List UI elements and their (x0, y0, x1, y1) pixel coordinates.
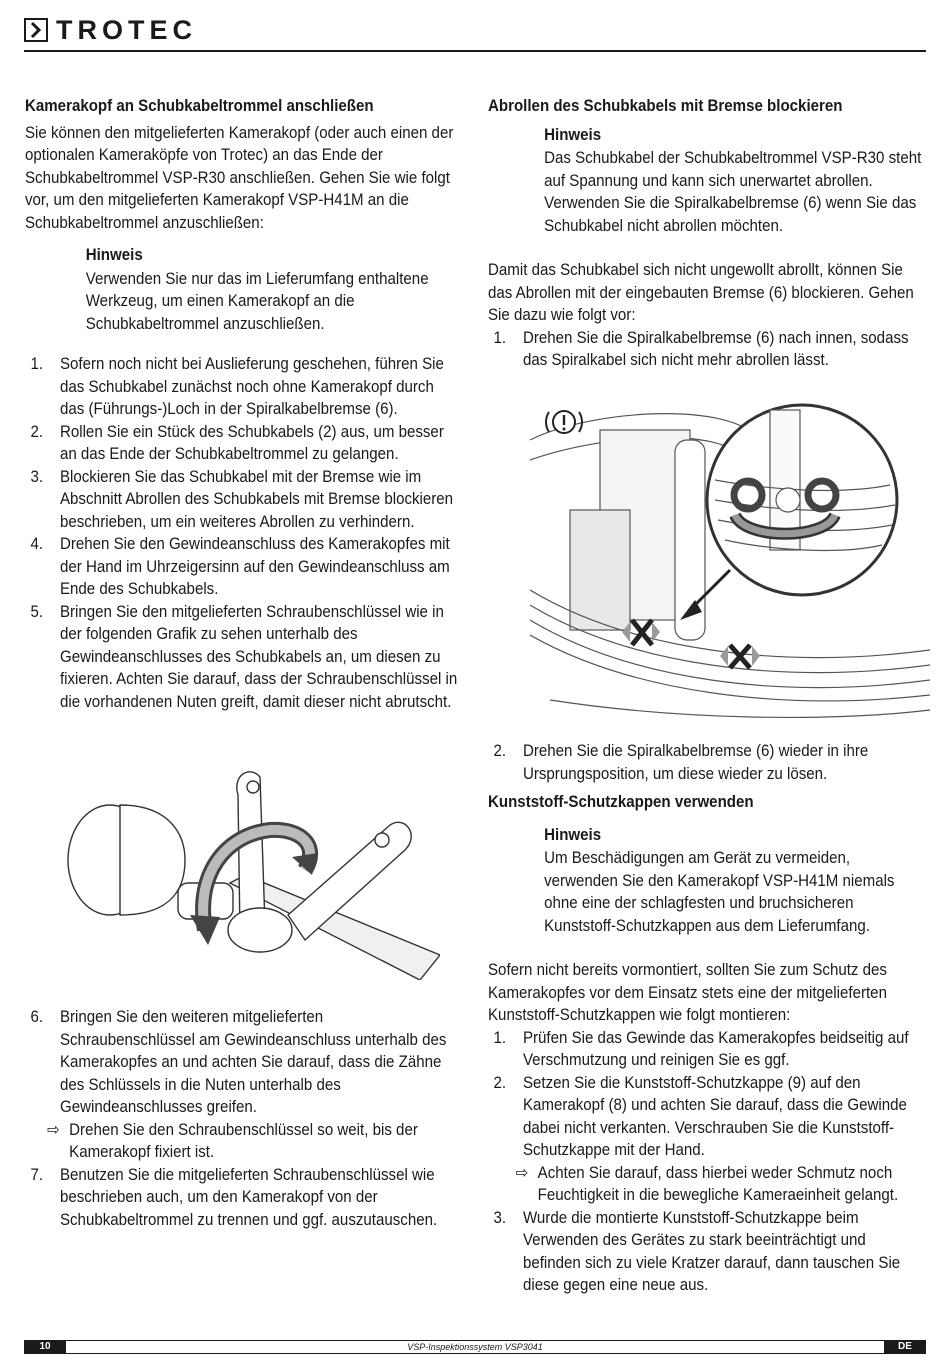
header-rule (24, 50, 926, 52)
list-item: 4. Drehen Sie den Gewindeanschluss des Kamerakopfes mit der Hand im Uhrzeigersinn auf den Gewindeanschluss am Ende des Schubkabels. (30, 535, 450, 598)
list-item: 7. Benutzen Sie die mitgelieferten Schraubenschlüssel wie beschrieben auch, um den Kamerakopf von der Schubkabeltrommel zu trennen und ggf. auszutauschen. (30, 1165, 438, 1229)
list-item: 5. Bringen Sie den mitgelieferten Schraubenschlüssel wie in der folgenden Grafik zu sehen unterhalb des Gewindeanschlusses des Schubkabels an, um diesen zu fixieren. Achten Sie darauf, dass der Schraubenschlüssel in die vorhandenen Nuten greift, damit dieser nicht abrutscht. (30, 602, 458, 711)
wrench-illustration (60, 765, 440, 980)
intro-paragraph: Sie können den mitgelieferten Kamerakopf (oder auch einen der optionalen Kameraköpfe von Trotec) an das Ende der Schubkabeltrommel VSP-R30 anschließen. Gehen Sie wie folgt vor, um den mitgelieferten Kamerakopf VSP-H41M an die Schubkabeltrommel anzuschließen: (25, 123, 454, 232)
section-heading: Kunststoff-Schutzkappen verwenden (488, 793, 754, 811)
reel-illustration (530, 400, 930, 725)
language-badge: DE (884, 1340, 926, 1354)
right-column (488, 95, 925, 372)
list-item: 2. Drehen Sie die Spiralkabelbremse (6) wieder in ihre Ursprungsposition, um diese wieder zu lösen. (493, 742, 869, 783)
note-text: Verwenden Sie nur das im Lieferumfang enthaltene Werkzeug, um einen Kamerakopf an die Schubkabeltrommel anzuschließen. (85, 269, 429, 333)
page-number: 10 (24, 1340, 66, 1354)
list-item: 3. Wurde die montierte Kunststoff-Schutzkappe beim Verwenden des Gerätes zu stark beeinträchtigt und befinden sich zu viele Kratzer darauf, dann tauschen Sie diese gegen eine neue aus. (493, 1208, 901, 1294)
right-column-lower (488, 740, 925, 1297)
note-title: Hinweis (544, 825, 602, 844)
wrench-figure (60, 765, 440, 980)
steps-list (25, 353, 462, 713)
section-heading: Abrollen des Schubkabels mit Bremse blockieren (488, 97, 843, 115)
list-item: 1. Drehen Sie die Spiralkabelbremse (6) nach innen, sodass das Spiralkabel sich nicht mehr abrollen lässt. (493, 328, 909, 369)
list-item: 1. Prüfen Sie das Gewinde das Kamerakopfes beidseitig auf Verschmutzung und reinigen Sie es ggf. (493, 1028, 909, 1069)
note-text: Um Beschädigungen am Gerät zu vermeiden, verwenden Sie den Kamerakopf VSP-H41M niemals ohne eine der schlagfesten und bruchsicheren Kunststoff-Schutzkappen aus dem Lieferumfang. (544, 849, 895, 935)
steps-list (488, 327, 925, 372)
list-item: 3. Blockieren Sie das Schubkabel mit der Bremse wie im Abschnitt Abrollen des Schubkabels mit Bremse blockieren beschrieben, um ein weiteres Abrollen zu verhindern. (30, 467, 454, 531)
note-box (544, 824, 925, 938)
list-item: 6. Bringen Sie den weiteren mitgelieferten Schraubenschlüssel am Gewindeanschluss unterhalb des Kamerakopfes an und achten Sie darauf, dass die Zähne des Schlüssels in die Nuten unterhalb des Gewindeanschlusses greifen. ⇨ Drehen Sie den Schraubenschlüssel so weit, bis der Kamerakopf fixiert ist. (25, 1006, 462, 1164)
note-text: Das Schubkabel der Schubkabeltrommel VSP-R30 steht auf Spannung und kann sich unerwartet abrollen. Verwenden Sie die Spiralkabelbremse (6) wenn Sie das Schubkabel nicht abrollen möchten. (544, 149, 922, 235)
steps-list (488, 1027, 925, 1297)
note-title: Hinweis (85, 246, 143, 264)
left-column-lower (25, 1006, 462, 1231)
note-box (86, 244, 462, 335)
list-item: 1. Sofern noch nicht bei Auslieferung geschehen, führen Sie das Schubkabel zunächst noch ohne Kamerakopf durch das (Führungs-)Loch in der Spiralkabelbremse (6). (30, 355, 444, 418)
note-box (544, 124, 925, 238)
logo-icon (24, 18, 48, 42)
note-title: Hinweis (544, 125, 602, 144)
result-arrow-icon: ⇨ (515, 1163, 529, 1182)
result-arrow-icon: ⇨ (47, 1120, 60, 1139)
list-item: 2. Setzen Sie die Kunststoff-Schutzkappe (9) auf den Kamerakopf (8) und achten Sie darauf, dass die Gewinde dabei nicht verkanten. Verschrauben Sie die Kunststoff-Schutzkappe mit der Hand. ⇨ Achten Sie darauf, dass hierbei weder Schmutz noch Feuchtigkeit in die bewegliche Kameraeinheit gelangt. (488, 1072, 925, 1207)
result-line: ⇨ Achten Sie darauf, dass hierbei weder Schmutz noch Feuchtigkeit in die bewegliche Kameraeinheit gelangt. (515, 1163, 899, 1204)
left-column (25, 95, 462, 713)
paragraph: Damit das Schubkabel sich nicht ungewollt abrollt, können Sie das Abrollen mit der eingebauten Bremse (6) blockieren. Gehen Sie dazu wie folgt vor: (488, 261, 914, 324)
section-heading: Kamerakopf an Schubkabeltrommel anschließen (25, 97, 374, 115)
reel-brake-figure (530, 400, 930, 725)
steps-list-continued (25, 1006, 462, 1231)
brand-logo-text: TROTEC (56, 15, 197, 45)
footer-title: VSP-Inspektionssystem VSP3041 (407, 1342, 543, 1352)
list-item: 2. Rollen Sie ein Stück des Schubkabels (2) aus, um besser an das Ende der Schubkabeltrommel zu gelangen. (30, 422, 444, 463)
paragraph: Sofern nicht bereits vormontiert, sollten Sie zum Schutz des Kamerakopfes vor dem Einsatz stets eine der mitgelieferten Kunststoff-Schutzkappen wie folgt montieren: (488, 961, 887, 1024)
result-line: ⇨ Drehen Sie den Schraubenschlüssel so weit, bis der Kamerakopf fixiert ist. (47, 1120, 418, 1161)
steps-list (488, 740, 925, 785)
